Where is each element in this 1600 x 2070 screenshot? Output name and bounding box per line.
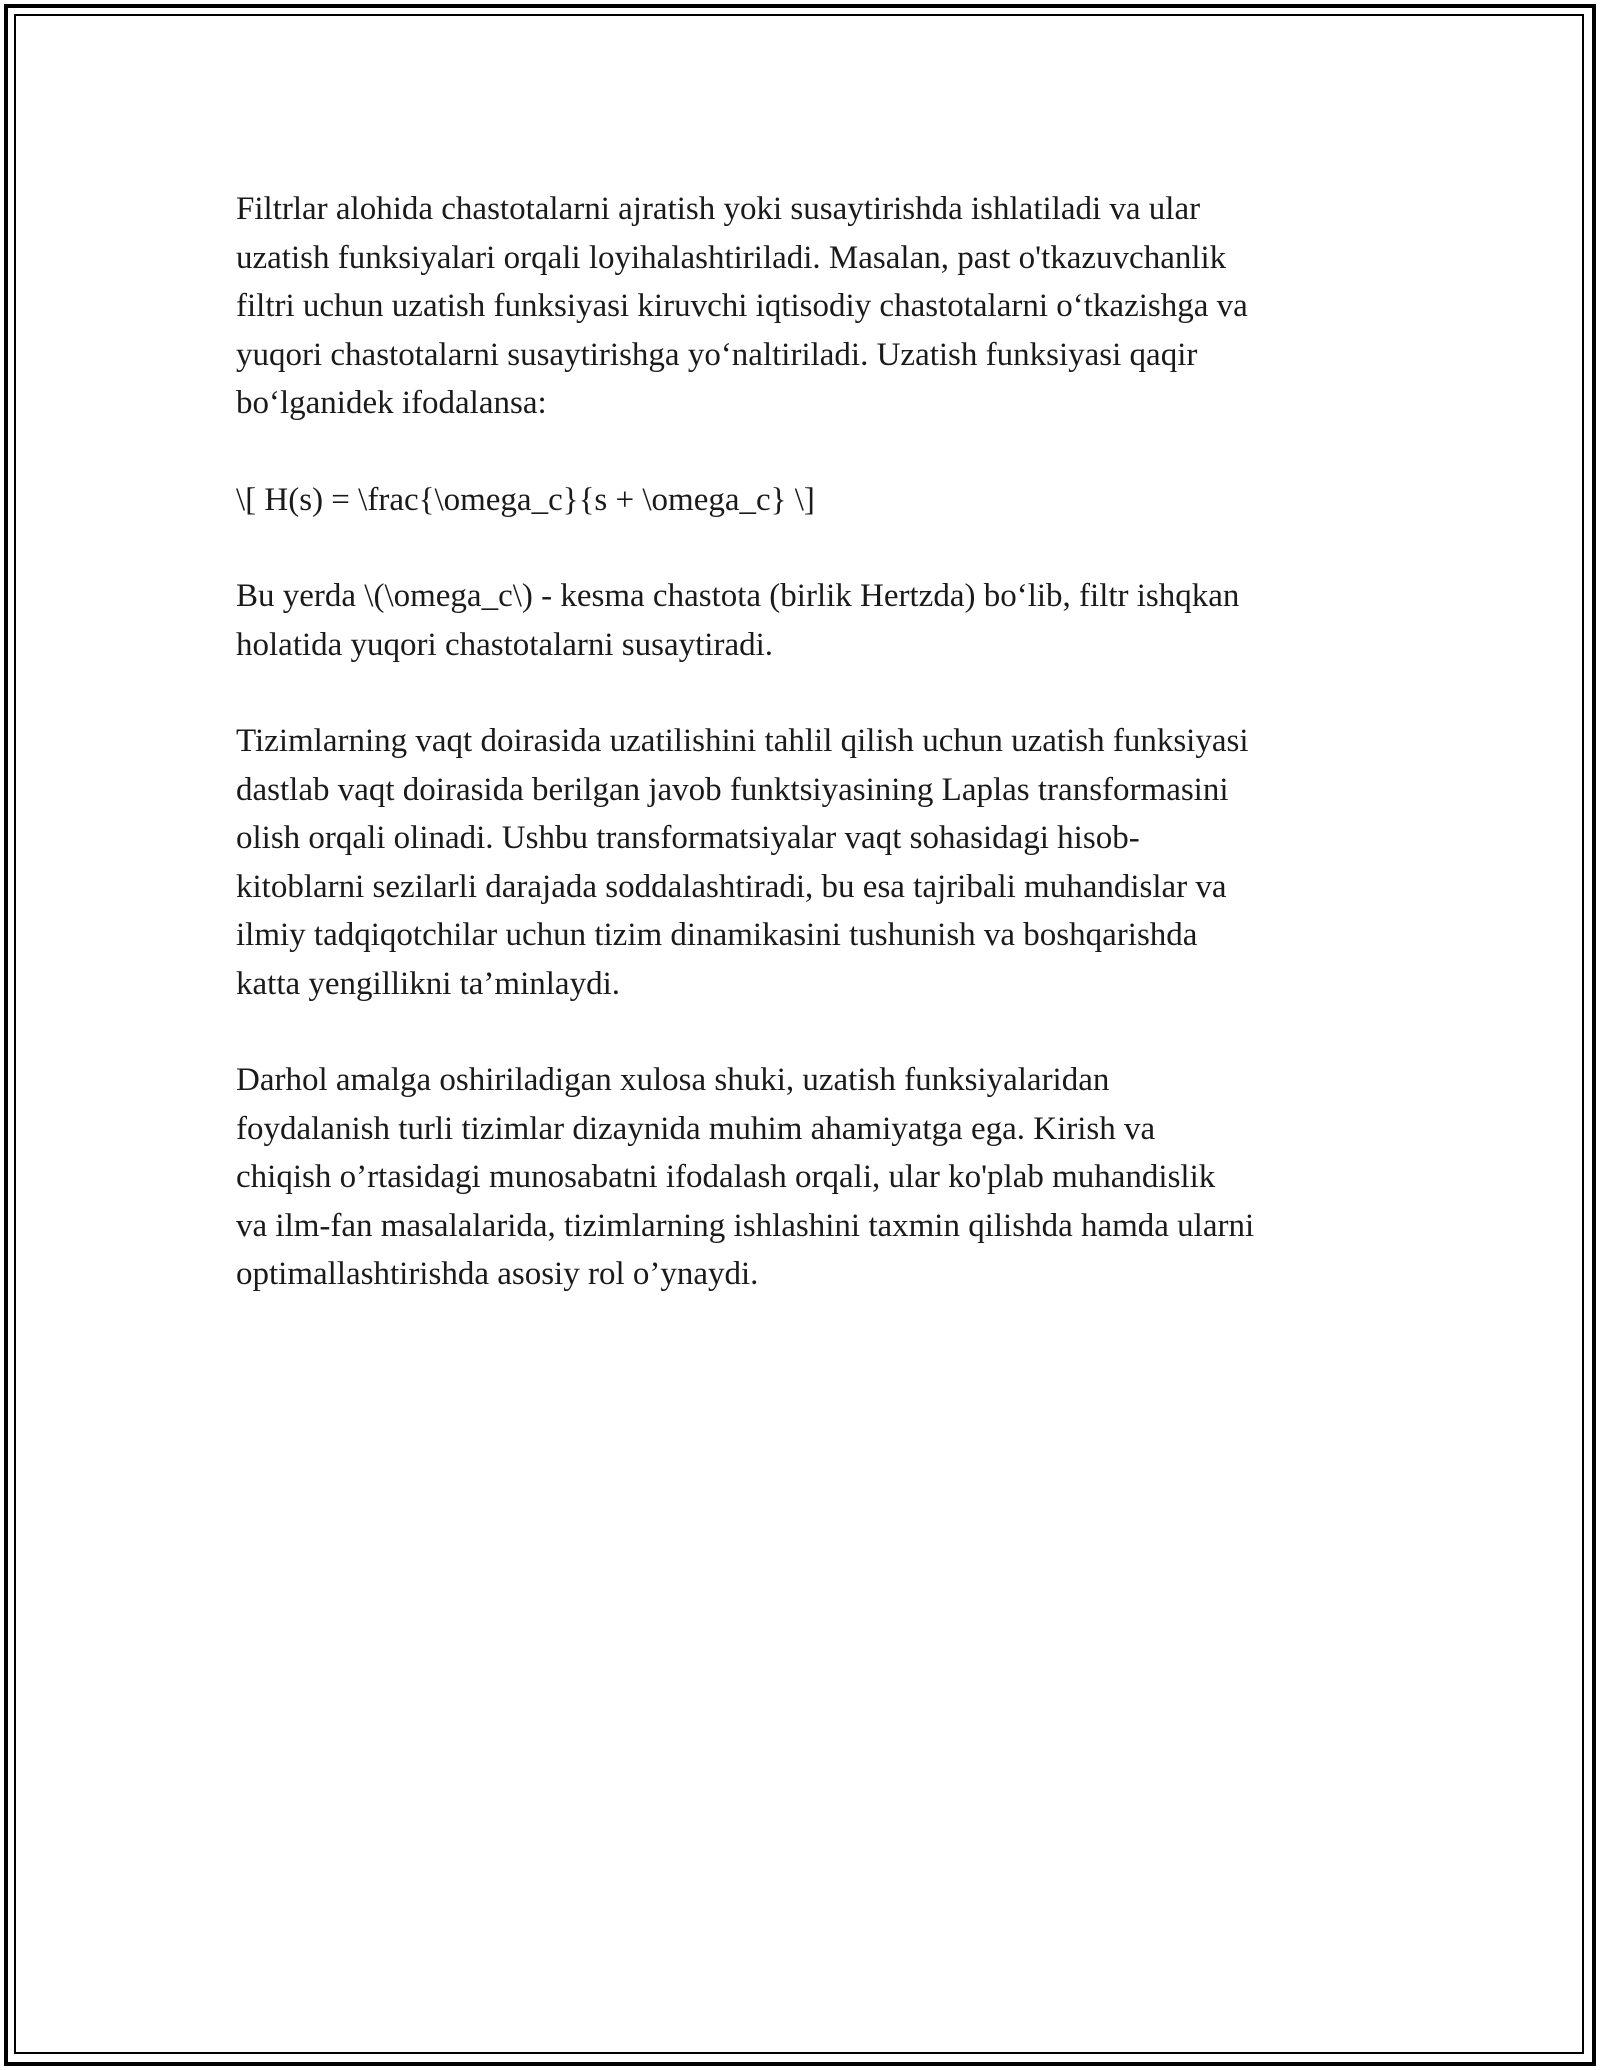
paragraph-filters: Filtrlar alohida chastotalarni ajratish yoki susaytirishda ishlatiladi va ular uzatish funksiyalari orqali loyihalashtiriladi. Masalan, past o'tkazuvchanlik filtri uchun uzatish funksiyasi kiruvchi iqtisodiy chastotalarni o‘tkazishga va yuqori chastotalarni susaytirishga yo‘naltiriladi. Uzatish funksiyasi qaqir bo‘lganidek ifodalansa: (236, 191, 1248, 421)
transfer-function-formula: \[ H(s) = \frac{\omega_c}{s + \omega_c} \] (236, 481, 815, 518)
paragraph-laplace-analysis: Tizimlarning vaqt doirasida uzatilishini tahlil qilish uchun uzatish funksiyasi dastlab vaqt doirasida berilgan javob funktsiyasining Laplas transformasini olish orqali olinadi. Ushbu transformatsiyalar vaqt sohasidagi hisob- kitoblarni sezilarli darajada soddalashtiradi, bu esa tajribali muhandislar va ilmiy tadqiqotchilar uchun tizim dinamikasini tushunish va boshqarishda katta yengillikni ta’minlaydi. (236, 723, 1249, 1002)
document-body (236, 185, 1386, 1347)
paragraph-cutoff-frequency: Bu yerda \(\omega_c\) - kesma chastota (birlik Hertzda) bo‘lib, filtr ishqkan holatida yuqori chastotalarni susaytiradi. (236, 578, 1240, 663)
paragraph-conclusion: Darhol amalga oshiriladigan xulosa shuki, uzatish funksiyalaridan foydalanish turli tizimlar dizaynida muhim ahamiyatga ega. Kirish va chiqish o’rtasidagi munosabatni ifodalash orqali, ular ko'plab muhandislik va ilm-fan masalalarida, tizimlarning ishlashini taxmin qilishda hamda ularni optimallashtirishda asosiy rol o’ynaydi. (236, 1062, 1255, 1292)
